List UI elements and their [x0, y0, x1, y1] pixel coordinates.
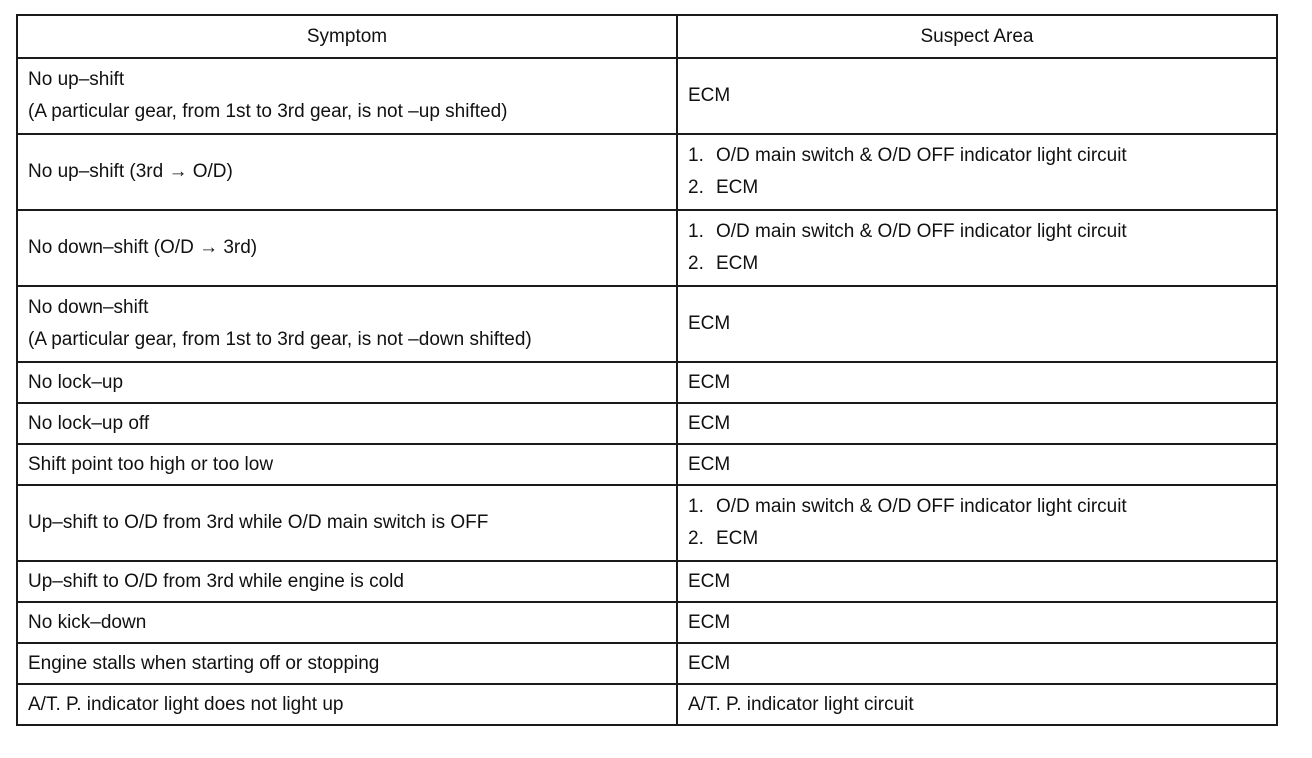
suspect-text: ECM: [716, 528, 759, 549]
symptom-text: No up–shift (3rd → O/D): [28, 161, 233, 182]
symptom-text: No down–shift (O/D → 3rd): [28, 237, 258, 258]
suspect-cell: ECM: [677, 561, 1277, 602]
suspect-text: ECM: [688, 85, 731, 106]
suspect-cell: ECM: [677, 403, 1277, 444]
symptom-cell: No kick–down: [17, 602, 677, 643]
symptom-cell: Engine stalls when starting off or stopping: [17, 643, 677, 684]
item-number: 1.: [688, 145, 704, 166]
suspect-cell: [677, 210, 1277, 286]
suspect-area-header: Suspect Area: [677, 15, 1277, 58]
symptom-note: (A particular gear, from 1st to 3rd gear, is not –up shifted): [28, 101, 508, 122]
symptom-header: Symptom: [17, 15, 677, 58]
item-number: 2.: [688, 177, 704, 198]
table-row: [17, 485, 1277, 561]
suspect-text: O/D main switch & O/D OFF indicator light circuit: [716, 145, 1127, 166]
symptom-cell: [17, 485, 677, 561]
table-row: [17, 58, 1277, 134]
suspect-text: O/D main switch & O/D OFF indicator light circuit: [716, 221, 1127, 242]
table-row: [17, 643, 1277, 684]
suspect-text: ECM: [716, 253, 759, 274]
symptom-table: [16, 14, 1278, 726]
table-row: [17, 403, 1277, 444]
symptom-cell: [17, 286, 677, 362]
header-row: [17, 15, 1277, 58]
symptom-text: No up–shift: [28, 69, 125, 90]
table-row: [17, 286, 1277, 362]
suspect-item: [688, 491, 1266, 523]
suspect-item: [688, 140, 1266, 172]
suspect-item: [688, 172, 1266, 204]
suspect-text: ECM: [716, 177, 759, 198]
troubleshooting-sheet: [16, 14, 1276, 726]
symptom-cell: Up–shift to O/D from 3rd while engine is cold: [17, 561, 677, 602]
suspect-item: [688, 216, 1266, 248]
suspect-cell: ECM: [677, 602, 1277, 643]
suspect-text: O/D main switch & O/D OFF indicator light circuit: [716, 496, 1127, 517]
table-row: [17, 134, 1277, 210]
table-row: [17, 684, 1277, 725]
suspect-cell: ECM: [677, 643, 1277, 684]
suspect-item: [688, 248, 1266, 280]
item-number: 2.: [688, 528, 704, 549]
suspect-item: [688, 523, 1266, 555]
item-number: 1.: [688, 221, 704, 242]
suspect-cell: ECM: [677, 362, 1277, 403]
symptom-note: (A particular gear, from 1st to 3rd gear, is not –down shifted): [28, 329, 532, 350]
table-row: [17, 210, 1277, 286]
table-row: [17, 602, 1277, 643]
symptom-cell: A/T. P. indicator light does not light up: [17, 684, 677, 725]
suspect-cell: [677, 58, 1277, 134]
table-row: [17, 561, 1277, 602]
table-row: [17, 362, 1277, 403]
symptom-text: No down–shift: [28, 297, 149, 318]
suspect-cell: A/T. P. indicator light circuit: [677, 684, 1277, 725]
suspect-cell: [677, 286, 1277, 362]
suspect-cell: ECM: [677, 444, 1277, 485]
symptom-cell: No lock–up off: [17, 403, 677, 444]
symptom-cell: Shift point too high or too low: [17, 444, 677, 485]
symptom-cell: [17, 210, 677, 286]
suspect-text: ECM: [688, 313, 731, 334]
item-number: 1.: [688, 496, 704, 517]
table-row: [17, 444, 1277, 485]
symptom-cell: [17, 134, 677, 210]
suspect-cell: [677, 485, 1277, 561]
symptom-cell: No lock–up: [17, 362, 677, 403]
suspect-cell: [677, 134, 1277, 210]
symptom-text: Up–shift to O/D from 3rd while O/D main switch is OFF: [28, 512, 489, 533]
symptom-cell: [17, 58, 677, 134]
item-number: 2.: [688, 253, 704, 274]
